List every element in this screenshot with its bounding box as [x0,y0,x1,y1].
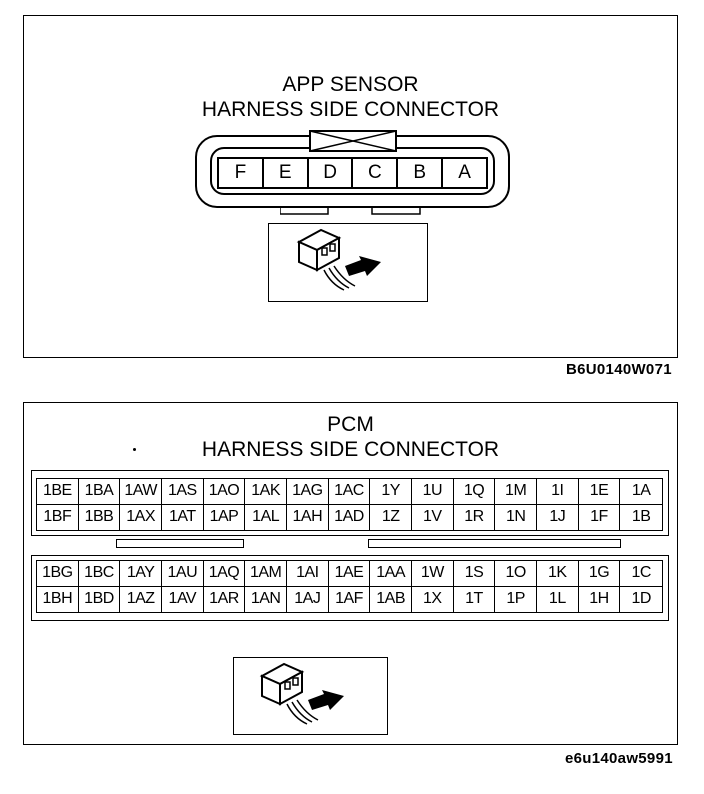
app-pin-cell: E [264,159,309,187]
connector-plug-with-arrow-icon [269,224,426,300]
app-plug-view-box [268,223,428,302]
app-pin-cell: A [458,162,471,183]
app-sensor-title: APP SENSOR [282,73,419,96]
pcm-pin-cell: 1J [537,505,579,531]
pcm-pin-cell: 1AA [370,561,412,587]
pcm-subtitle: HARNESS SIDE CONNECTOR [201,438,500,461]
pcm-pin-cell: 1BF [37,505,79,531]
pcm-pin-cell: 1E [579,479,621,505]
pcm-pin-cell: 1C [620,561,662,587]
pcm-pin-cell: 1AH [287,505,329,531]
pcm-pin-cell: 1T [454,587,496,613]
pcm-pin-cell: 1BH [37,587,79,613]
app-connector-tabs [280,206,430,216]
connector-plug-with-arrow-icon [234,658,386,733]
pcm-pin-cell: 1V [412,505,454,531]
app-sensor-subtitle: HARNESS SIDE CONNECTOR [201,98,500,121]
pcm-pin-cell: 1AU [162,561,204,587]
pcm-pin-cell: 1BC [79,561,121,587]
pcm-pin-cell: 1AD [329,505,371,531]
pcm-pin-cell: 1AO [204,479,246,505]
pcm-pin-cell: 1F [579,505,621,531]
pcm-pin-cell: 1AJ [287,587,329,613]
pcm-pin-cell: 1H [579,587,621,613]
pcm-pin-cell: 1K [537,561,579,587]
pcm-pin-cell: 1AP [204,505,246,531]
pcm-pin-cell: 1W [412,561,454,587]
pcm-pin-cell: 1P [495,587,537,613]
app-pin-cell: C [353,159,398,187]
pcm-pin-cell: 1Q [454,479,496,505]
pcm-pin-cell: 1AY [120,561,162,587]
pcm-pin-cell: 1AW [120,479,162,505]
pcm-pin-cell: 1BE [37,479,79,505]
pcm-pin-cell: 1AZ [120,587,162,613]
app-pin-cell: D [309,159,354,187]
pcm-pin-cell: 1BG [37,561,79,587]
pcm-pin-cell: 1D [631,590,651,608]
pcm-pin-cell: 1S [454,561,496,587]
pcm-pin-cell: 1BA [79,479,121,505]
pcm-pin-cell: 1AQ [204,561,246,587]
pcm-pin-cell: 1AI [287,561,329,587]
pcm-pin-cell: 1BB [79,505,121,531]
pcm-lower-pin-block [36,560,663,613]
app-connector-latch [300,130,406,157]
pcm-title: PCM [327,413,374,436]
app-figure-code: B6U0140W071 [566,361,672,378]
pcm-pin-cell: 1A [620,479,662,505]
pcm-pin-cell: 1AN [245,587,287,613]
pcm-key-slot-right [368,539,621,548]
pcm-pin-cell: 1AC [329,479,371,505]
pcm-pin-cell: 1AE [329,561,371,587]
pcm-pin-cell: 1AS [162,479,204,505]
pcm-pin-cell: 1G [579,561,621,587]
pcm-plug-view-box [233,657,388,735]
pcm-pin-cell: 1AR [204,587,246,613]
pcm-pin-cell: 1BD [79,587,121,613]
pcm-pin-cell: 1U [412,479,454,505]
pcm-pin-cell: 1Y [370,479,412,505]
pcm-pin-cell: 1AF [329,587,371,613]
pcm-pin-cell: 1AV [162,587,204,613]
pcm-pin-cell: 1B [631,508,651,526]
app-pin-cell: F [219,159,264,187]
pcm-pin-cell: 1M [495,479,537,505]
app-connector-pin-row [217,157,488,189]
pcm-pin-cell: 1AT [162,505,204,531]
pcm-pin-cell: 1AG [287,479,329,505]
stray-dot [133,448,136,451]
pcm-figure-code: e6u140aw5991 [565,750,673,767]
pcm-key-slot-left [116,539,244,548]
pcm-pin-cell: 1N [495,505,537,531]
pcm-pin-cell: 1R [454,505,496,531]
pcm-upper-pin-block [36,478,663,531]
pcm-pin-cell: 1O [495,561,537,587]
app-pin-cell: B [398,159,443,187]
pcm-pin-cell: 1AK [245,479,287,505]
pcm-pin-cell: 1AX [120,505,162,531]
pcm-pin-cell: 1X [412,587,454,613]
pcm-pin-cell: 1AM [245,561,287,587]
pcm-pin-cell: 1Z [370,505,412,531]
pcm-pin-cell: 1L [537,587,579,613]
pcm-pin-cell: 1I [537,479,579,505]
pcm-pin-cell: 1AL [245,505,287,531]
pcm-pin-cell: 1AB [370,587,412,613]
